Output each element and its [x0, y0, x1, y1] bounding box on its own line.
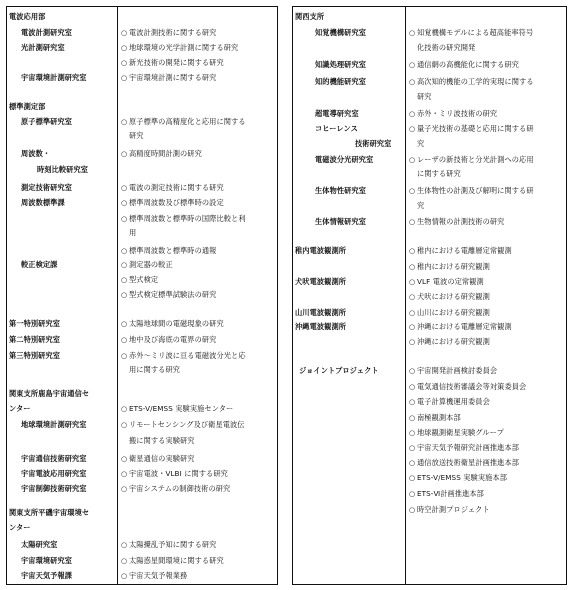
- research-item: [121, 71, 216, 85]
- organization-name: 第一特別研究室: [9, 319, 61, 328]
- research-item: [121, 554, 224, 568]
- research-item: [121, 521, 129, 535]
- research-text: ETS-Ⅵ計画推進本部: [417, 489, 484, 498]
- research-text: 地中及び海底の電界の研究: [129, 335, 217, 344]
- bullet-circle-icon: ○: [121, 556, 128, 565]
- research-item: [409, 503, 490, 517]
- research-text: 知覚機構モデルによる超高能率符号: [417, 28, 534, 37]
- organization-name: 宇宙通信技術研究室: [21, 454, 87, 463]
- table-row: [7, 467, 277, 481]
- bullet-circle-icon: ○: [121, 335, 128, 344]
- bullet-circle-icon: ○: [409, 337, 416, 346]
- research-item: [121, 387, 129, 401]
- table-row: [293, 306, 566, 320]
- organization-name: 標準測定部: [9, 102, 46, 111]
- research-item: [409, 471, 507, 485]
- research-item: [409, 426, 504, 440]
- organization-name: 犬吠電波観測所: [295, 277, 347, 286]
- table-row: [7, 363, 277, 377]
- organization-name: 電波計測研究室: [21, 28, 73, 37]
- organization-name: 測定技術研究室: [21, 183, 73, 192]
- organization-name: 稚内電波観測所: [295, 246, 347, 255]
- research-item: [409, 260, 490, 274]
- table-row: [7, 100, 277, 114]
- table-row: [7, 71, 277, 85]
- bullet-circle-icon: ○: [121, 469, 128, 478]
- bullet-circle-icon: ○: [121, 275, 128, 284]
- research-text: 太陽地球間の電磁現象の研究: [129, 319, 224, 328]
- organization-name: 知覚機構研究室: [315, 28, 367, 37]
- research-text: 太陽擾乱予知に関する研究: [129, 540, 217, 549]
- table-row: [7, 226, 277, 240]
- organization-name: 宇宙環境計測研究室: [21, 73, 87, 82]
- research-item: [409, 275, 484, 289]
- research-item: [409, 215, 504, 229]
- table-row: [293, 260, 566, 274]
- table-row: [293, 380, 566, 394]
- table-row: [7, 26, 277, 40]
- table-row: [293, 215, 566, 229]
- research-text: 宇宙天気予報業務: [129, 571, 188, 580]
- organization-name: 第二特別研究室: [9, 335, 61, 344]
- table-row: [7, 163, 277, 177]
- research-item: [409, 184, 534, 198]
- research-text: 宇宙システムの制御技術の研究: [129, 484, 231, 493]
- research-text: 宇宙電波・VLBI に関する研究: [129, 469, 228, 478]
- table-row: [293, 395, 566, 409]
- bullet-circle-icon: ○: [121, 117, 128, 126]
- research-text: 宇宙開発計画検討委員会: [417, 366, 498, 375]
- table-row: [293, 471, 566, 485]
- research-item: [409, 290, 490, 304]
- research-text: 原子標準の高精度化と応用に関する: [129, 117, 246, 126]
- research-item: [121, 258, 173, 272]
- research-item: [409, 441, 519, 455]
- research-item: [121, 333, 216, 347]
- table-row: [293, 290, 566, 304]
- bullet-circle-icon: ○: [121, 198, 128, 207]
- organization-name: 宇宙制御技術研究室: [21, 484, 87, 493]
- organization-name: 生体情報研究室: [315, 217, 367, 226]
- organization-name: 第三特別研究室: [9, 351, 61, 360]
- organization-name: ンター: [9, 404, 31, 413]
- research-item: [121, 288, 216, 302]
- research-text: 研究: [129, 131, 144, 140]
- research-text: 標準周波数と標準時の通報: [129, 246, 217, 255]
- research-item: [409, 90, 432, 104]
- bullet-circle-icon: ○: [121, 454, 128, 463]
- table-row: [7, 288, 277, 302]
- organization-name: ンター: [9, 523, 31, 532]
- research-text: 沖縄における電離層定常観測: [417, 322, 512, 331]
- research-text: VLF 電波の定常観測: [417, 277, 484, 286]
- table-row: [7, 333, 277, 347]
- research-text: 時空計測プロジェクト: [417, 505, 490, 514]
- organization-name: 光計測研究室: [21, 43, 65, 52]
- table-row: [293, 153, 566, 167]
- research-item: [409, 199, 424, 213]
- research-text: 生体物性の計測及び解明に関する研: [417, 186, 534, 195]
- table-row: [7, 452, 277, 466]
- table-row: [7, 418, 277, 432]
- organization-name: 電波応用部: [9, 12, 46, 21]
- bullet-circle-icon: ○: [409, 397, 416, 406]
- organization-name: 宇宙天気予報課: [21, 571, 73, 580]
- research-text: 用: [129, 228, 137, 237]
- organization-name: 時刻比較研究室: [37, 165, 89, 174]
- table-row: [293, 75, 566, 89]
- bullet-circle-icon: ○: [121, 420, 128, 429]
- research-text: 電子計算機運用委員会: [417, 397, 490, 406]
- research-item: [409, 335, 490, 349]
- research-item: [409, 456, 519, 470]
- research-item: [121, 538, 216, 552]
- bullet-circle-icon: ○: [409, 308, 416, 317]
- table-row: [293, 10, 566, 24]
- bullet-circle-icon: ○: [121, 571, 128, 580]
- research-text: に関する研究: [417, 169, 461, 178]
- table-row: [7, 56, 277, 70]
- table-row: [7, 41, 277, 55]
- table-row: [293, 441, 566, 455]
- organization-name: 関東支所平磯宇宙環境セ: [9, 508, 90, 517]
- table-row: [7, 258, 277, 272]
- table-row: [293, 335, 566, 349]
- research-text: 宇宙天気予報研究計画推進本部: [417, 443, 520, 452]
- bullet-circle-icon: ○: [121, 540, 128, 549]
- table-row: [293, 90, 566, 104]
- bullet-circle-icon: ○: [409, 428, 416, 437]
- research-item: [121, 181, 224, 195]
- bullet-circle-icon: ○: [409, 217, 416, 226]
- research-item: [121, 452, 195, 466]
- table-row: [7, 317, 277, 331]
- research-item: [409, 75, 534, 89]
- bullet-circle-icon: ○: [409, 124, 416, 133]
- research-text: 沖縄における研究観測: [417, 337, 490, 346]
- research-text: リモートセンシング及び衛星電波伝: [129, 420, 245, 429]
- research-item: [121, 41, 238, 55]
- research-item: [409, 364, 497, 378]
- table-row: [7, 569, 277, 583]
- research-item: [121, 482, 230, 496]
- bullet-circle-icon: ○: [121, 319, 128, 328]
- research-item: [121, 273, 158, 287]
- bullet-circle-icon: ○: [409, 246, 416, 255]
- bullet-circle-icon: ○: [409, 473, 416, 482]
- table-row: [293, 426, 566, 440]
- research-item: [121, 418, 245, 432]
- research-text: 高精度時間計測の研究: [129, 149, 202, 158]
- research-text: 赤外・ミリ波技術の研究: [417, 109, 498, 118]
- organization-name: 知識処理研究室: [315, 60, 367, 69]
- bullet-circle-icon: ○: [121, 484, 128, 493]
- bullet-circle-icon: ○: [409, 262, 416, 271]
- research-text: 衛星通信の実験研究: [129, 454, 195, 463]
- bullet-circle-icon: ○: [121, 351, 128, 360]
- bullet-circle-icon: ○: [121, 290, 128, 299]
- bullet-circle-icon: ○: [409, 277, 416, 286]
- research-text: 搬に関する実験研究: [129, 436, 195, 445]
- research-item: [121, 363, 180, 377]
- table-row: [293, 244, 566, 258]
- research-item: [409, 411, 461, 425]
- organization-name: 太陽研究室: [21, 540, 58, 549]
- table-row: [7, 506, 277, 520]
- bullet-circle-icon: ○: [121, 73, 128, 82]
- bullet-circle-icon: ○: [409, 505, 416, 514]
- table-row: [293, 503, 566, 517]
- table-row: [293, 320, 566, 334]
- research-text: 稚内における電離層定常観測: [417, 246, 512, 255]
- research-item: [121, 196, 224, 210]
- organization-name: コヒーレンス: [315, 124, 358, 133]
- research-item: [121, 467, 228, 481]
- table-row: [293, 487, 566, 501]
- table-row: [7, 115, 277, 129]
- research-item: [409, 167, 461, 181]
- research-text: 稚内における研究観測: [417, 262, 490, 271]
- table-row: [293, 41, 566, 55]
- research-item: [409, 306, 490, 320]
- research-text: 標準周波数及び標準時の設定: [129, 198, 224, 207]
- table-row: [7, 434, 277, 448]
- research-item: [121, 349, 246, 363]
- table-row: [7, 10, 277, 24]
- bullet-circle-icon: ○: [121, 214, 128, 223]
- organization-name: 電磁波分光研究室: [315, 155, 374, 164]
- research-text: 究: [417, 201, 425, 210]
- research-item: [409, 320, 512, 334]
- research-item: [121, 244, 216, 258]
- organization-name: 周波数・: [21, 149, 51, 158]
- research-text: ETS-V/EMSS 実験実施本部: [417, 473, 507, 482]
- bullet-circle-icon: ○: [121, 260, 128, 269]
- table-row: [7, 273, 277, 287]
- bullet-circle-icon: ○: [409, 443, 416, 452]
- research-text: 山川における研究観測: [417, 308, 490, 317]
- research-text: 量子光技術の基礎と応用に関する研: [417, 124, 534, 133]
- table-row: [293, 364, 566, 378]
- research-item: [121, 569, 187, 583]
- table-row: [293, 58, 566, 72]
- organization-name: 地球環境計測研究室: [21, 420, 87, 429]
- research-text: 地球環境の光学計測に関する研究: [129, 43, 239, 52]
- bullet-circle-icon: ○: [121, 43, 128, 52]
- research-item: [409, 58, 519, 72]
- research-text: 高次知的機能の工学的実現に関する: [417, 77, 534, 86]
- organization-name: 沖縄電波観測所: [295, 322, 347, 331]
- table-row: [7, 482, 277, 496]
- organization-name: 原子標準研究室: [21, 117, 73, 126]
- research-item: [121, 163, 129, 177]
- bullet-circle-icon: ○: [409, 109, 416, 118]
- organization-name: 関東支所鹿島宇宙通信セ: [9, 389, 90, 398]
- table-row: [293, 199, 566, 213]
- organization-name: ジョイントプロジェクト: [299, 366, 379, 375]
- research-text: ETS-V/EMSS 実験実施センター: [129, 404, 234, 413]
- research-text: 標準周波数と標準時の国際比較と利: [129, 214, 246, 223]
- bullet-circle-icon: ○: [121, 28, 128, 37]
- research-text: レーザの新技術と分光計測への応用: [417, 155, 534, 164]
- research-item: [409, 395, 490, 409]
- table-row: [293, 456, 566, 470]
- research-item: [409, 122, 534, 136]
- research-text: 通信放送技術衛星計画推進本部: [417, 458, 520, 467]
- research-item: [409, 380, 526, 394]
- research-text: 太陽惑星間環境に関する研究: [129, 556, 224, 565]
- table-row: [293, 107, 566, 121]
- research-item: [409, 107, 497, 121]
- organization-name: 較正検定課: [21, 260, 58, 269]
- research-item: [409, 26, 533, 40]
- organization-name: 知的機能研究室: [315, 77, 367, 86]
- organization-name: 技術研究室: [355, 139, 392, 148]
- research-text: 新光技術の開発に関する研究: [129, 58, 224, 67]
- research-text: 犬吠における研究観測: [417, 292, 490, 301]
- research-item: [121, 402, 233, 416]
- bullet-circle-icon: ○: [121, 183, 128, 192]
- table-row: [293, 26, 566, 40]
- research-text: 電気通信技術審議会等対策委員会: [417, 382, 527, 391]
- bullet-circle-icon: ○: [409, 366, 416, 375]
- table-row: [7, 402, 277, 416]
- research-item: [121, 434, 195, 448]
- research-item: [121, 10, 129, 24]
- table-row: [7, 554, 277, 568]
- research-text: 研究: [417, 92, 432, 101]
- table-row: [7, 147, 277, 161]
- bullet-circle-icon: ○: [409, 322, 416, 331]
- research-item: [409, 244, 512, 258]
- bullet-circle-icon: ○: [409, 292, 416, 301]
- research-item: [121, 129, 144, 143]
- table-row: [7, 387, 277, 401]
- table-row: [7, 349, 277, 363]
- table-row: [7, 196, 277, 210]
- research-item: [409, 41, 475, 55]
- bullet-circle-icon: ○: [409, 155, 416, 164]
- table-row: [293, 122, 566, 136]
- research-text: 用に関する研究: [129, 365, 181, 374]
- research-item: [121, 212, 246, 226]
- table-row: [293, 411, 566, 425]
- research-text: 通信網の高機能化に関する研究: [417, 60, 520, 69]
- research-text: 電波の測定技術に関する研究: [129, 183, 224, 192]
- research-text: 測定器の較正: [129, 260, 173, 269]
- bullet-circle-icon: ○: [121, 149, 128, 158]
- research-text: 宇宙環境計測に関する研究: [129, 73, 217, 82]
- research-item: [121, 100, 129, 114]
- research-text: 化技術の研究開発: [417, 43, 476, 52]
- bullet-circle-icon: ○: [409, 458, 416, 467]
- research-text: 生物情報の計測技術の研究: [417, 217, 505, 226]
- table-row: [293, 184, 566, 198]
- research-item: [409, 153, 534, 167]
- organization-name: 宇宙環境研究室: [21, 556, 73, 565]
- organization-name: 生体物性研究室: [315, 186, 367, 195]
- research-item: [121, 26, 216, 40]
- table-row: [7, 129, 277, 143]
- bullet-circle-icon: ○: [121, 58, 128, 67]
- table-row: [293, 137, 566, 151]
- research-item: [409, 487, 484, 501]
- organization-name: 超電導研究室: [315, 109, 359, 118]
- bullet-circle-icon: ○: [409, 60, 416, 69]
- research-item: [409, 10, 417, 24]
- research-text: 地球観測衛星実験グループ: [417, 428, 504, 437]
- bullet-circle-icon: ○: [409, 77, 416, 86]
- bullet-circle-icon: ○: [409, 28, 416, 37]
- research-text: 型式検定: [129, 275, 159, 284]
- table-row: [7, 244, 277, 258]
- organization-name: 山川電波観測所: [295, 308, 347, 317]
- research-item: [121, 147, 202, 161]
- research-item: [121, 56, 224, 70]
- table-row: [7, 212, 277, 226]
- research-text: 赤外～ミリ波に亘る電磁波分光と応: [129, 351, 246, 360]
- table-row: [293, 167, 566, 181]
- research-item: [121, 115, 246, 129]
- table-row: [7, 538, 277, 552]
- bullet-circle-icon: ○: [409, 413, 416, 422]
- research-text: 究: [417, 139, 425, 148]
- bullet-circle-icon: ○: [409, 382, 416, 391]
- research-item: [409, 137, 424, 151]
- table-row: [7, 521, 277, 535]
- research-item: [121, 226, 136, 240]
- bullet-circle-icon: ○: [409, 489, 416, 498]
- table-row: [7, 181, 277, 195]
- research-text: 型式検定標準試験法の研究: [129, 290, 217, 299]
- bullet-circle-icon: ○: [409, 186, 416, 195]
- bullet-circle-icon: ○: [121, 404, 128, 413]
- research-text: 南極観測本部: [417, 413, 461, 422]
- research-item: [121, 317, 224, 331]
- left-organization-table: [6, 6, 278, 585]
- table-row: [293, 275, 566, 289]
- research-text: 電波計測技術に関する研究: [129, 28, 217, 37]
- organization-name: 周波数標準課: [21, 198, 65, 207]
- right-organization-table: [292, 6, 567, 585]
- organization-name: 関西支所: [295, 12, 325, 21]
- research-item: [121, 506, 129, 520]
- bullet-circle-icon: ○: [121, 246, 128, 255]
- organization-name: 宇宙電波応用研究室: [21, 469, 87, 478]
